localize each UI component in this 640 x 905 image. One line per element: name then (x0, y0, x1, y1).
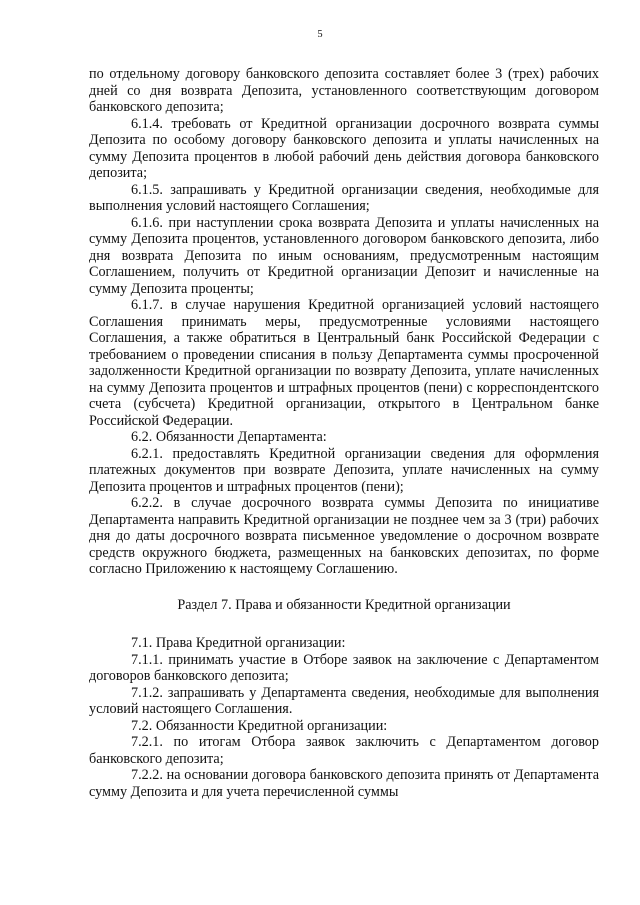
page-number: 5 (317, 29, 323, 40)
paragraph-7-2-2: 7.2.2. на основании договора банковского депозита принять от Департамента сумму Депозита и для учета перечисленной суммы (89, 767, 599, 800)
paragraph-6-1-5: 6.1.5. запрашивать у Кредитной организации сведения, необходимые для выполнения условий настоящего Соглашения; (89, 181, 599, 214)
document-body (89, 66, 599, 800)
section-heading: Раздел 7. Права и обязанности Кредитной организации (177, 596, 511, 613)
paragraph-7-2: 7.2. Обязанности Кредитной организации: (131, 717, 388, 734)
paragraph-7-1-1: 7.1.1. принимать участие в Отборе заявок на заключение с Департаментом договоров банковского депозита; (89, 651, 599, 684)
paragraph-7-1-2: 7.1.2. запрашивать у Департамента сведения, необходимые для выполнения условий настоящего Соглашения. (89, 684, 599, 717)
paragraph-6-1-6: 6.1.6. при наступлении срока возврата Депозита и уплаты начисленных на сумму Депозита процентов, установленного договором банковского депозита, либо дня возврата Депозита по иным основаниям, предусмотренным настоящим Соглашением, получить от Кредитной организации Депозит и начисленные на сумму Депозита проценты; (89, 214, 599, 297)
paragraph-7-1: 7.1. Права Кредитной организации: (131, 635, 346, 651)
paragraph-6-1-7: 6.1.7. в случае нарушения Кредитной организацией условий настоящего Соглашения принимать меры, предусмотренные условиями настоящего Соглашения, а также обратиться в Центральный банк Российской Федерации с требованием о проведении списания в пользу Департамента суммы просроченной задолженности Кредитной организации по возврату Депозита, уплате начисленных на сумму Депозита процентов и штрафных процентов (пени) с корреспондентского счета (субсчета) Кредитной организации, открытого в Центральном банке Российской Федерации. (89, 297, 599, 429)
paragraph-6-1-4: 6.1.4. требовать от Кредитной организации досрочного возврата суммы Депозита по особому договору банковского депозита и уплаты начисленных на сумму Депозита процентов в любой рабочий день действия договора банковского депозита; (89, 115, 599, 181)
paragraph-6-2: 6.2. Обязанности Департамента: (131, 429, 327, 445)
paragraph-7-2-1: 7.2.1. по итогам Отбора заявок заключить с Департаментом договор банковского депозита; (89, 734, 599, 767)
paragraph-6-2-1: 6.2.1. предоставлять Кредитной организации сведения для оформления платежных документов при возврате Депозита, уплате начисленных на сумму Депозита процентов и штрафных процентов (пени); (89, 445, 599, 495)
paragraph-6-2-2: 6.2.2. в случае досрочного возврата суммы Депозита по инициативе Департамента направить Кредитной организации не позднее чем за 3 (три) рабочих дня до даты досрочного возврата письменное уведомление о досрочном возврате средств окружного бюджета, размещенных на банковских депозитах, по форме согласно Приложению к настоящему Соглашению. (89, 495, 599, 577)
paragraph-continuation: по отдельному договору банковского депозита составляет более 3 (трех) рабочих дней со дня возврата Депозита, установленного соответствующим договором банковского депозита; (89, 66, 599, 115)
